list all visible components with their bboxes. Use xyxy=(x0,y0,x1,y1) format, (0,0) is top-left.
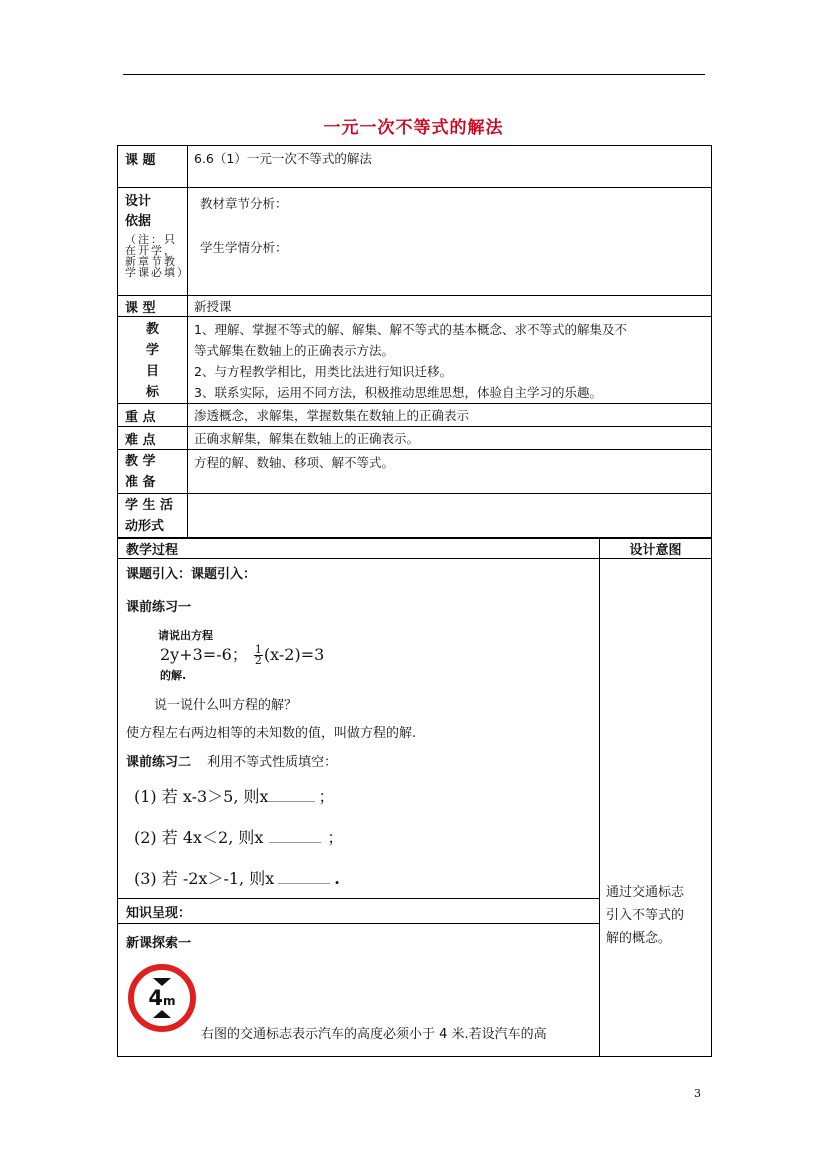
explore-heading: 新课探索一 xyxy=(126,936,192,951)
intent-line: 通过交通标志 xyxy=(606,885,685,900)
row-basis xyxy=(118,188,712,296)
equations xyxy=(160,642,324,666)
fraction-half xyxy=(254,645,263,666)
prep-value: 方程的解、数轴、移项、解不等式。 xyxy=(188,450,712,494)
row-activity xyxy=(118,494,712,539)
intro-heading: 课题引入：课题引入： xyxy=(126,567,257,582)
eq2: (x-2)=3 xyxy=(263,645,325,664)
activity-label-1: 学 生 活 xyxy=(125,498,174,513)
lesson-info-table xyxy=(117,145,712,539)
topic-value: 6.6（1）一元一次不等式的解法 xyxy=(188,146,712,188)
header-rule xyxy=(123,74,705,75)
type-label: 课 型 xyxy=(118,296,188,317)
prep-label-1: 教 学 xyxy=(125,454,156,469)
intent-text xyxy=(606,881,711,950)
equation-image xyxy=(158,627,599,687)
frac-den: 2 xyxy=(254,654,262,667)
difficult-value: 正确求解集，解集在数轴上的正确表示。 xyxy=(188,427,712,450)
question-text: 说一说什么叫方程的解？ xyxy=(154,698,298,713)
row-key xyxy=(118,404,712,427)
practice2-heading: 课前练习二 xyxy=(126,755,192,770)
activity-value xyxy=(188,494,712,539)
intent-line: 引入不等式的 xyxy=(606,908,685,923)
basis-label-2: 依据 xyxy=(125,214,152,229)
row-topic xyxy=(118,146,712,188)
traffic-sign-icon xyxy=(128,964,196,1032)
process-header-right: 设计意图 xyxy=(600,538,712,559)
fill-item-2: (2) 若 4x＜2, 则x ； xyxy=(134,828,344,847)
intent-line: 解的概念。 xyxy=(606,931,672,946)
row-difficult xyxy=(118,427,712,450)
goals-label-1: 教 xyxy=(145,322,159,337)
practice1-heading: 课前练习一 xyxy=(126,600,192,615)
answer-blank xyxy=(269,801,315,802)
knowledge-heading: 知识呈现： xyxy=(118,899,600,924)
eq1: 2y+3=-6； xyxy=(160,645,248,664)
answer-text: 使方程左右两边相等的未知数的值，叫做方程的解. xyxy=(126,726,417,741)
fill-item-1: (1) 若 x-3＞5, 则x ； xyxy=(134,787,335,806)
explore-text: 右图的交通标志表示汽车的高度必须小于 4 米.若设汽车的高 xyxy=(201,1027,547,1042)
goal-line: 等式解集在数轴上的正确表示方法。 xyxy=(194,343,395,358)
page-title: 一元一次不等式的解法 xyxy=(323,118,504,138)
basis-text-1: 教材章节分析： xyxy=(200,196,288,211)
process-header-left: 教学过程 xyxy=(118,538,600,559)
answer-blank xyxy=(269,842,321,843)
goal-line: 1、理解、掌握不等式的解、解集、解不等式的基本概念、求不等式的解集及不 xyxy=(194,322,627,337)
row-goals xyxy=(118,317,712,404)
frac-num: 1 xyxy=(254,643,262,656)
key-value: 渗透概念，求解集，掌握数集在数轴上的正确表示 xyxy=(188,404,712,427)
row-prep xyxy=(118,450,712,494)
row-type xyxy=(118,296,712,317)
answer-blank xyxy=(278,883,330,884)
goal-line: 3、联系实际，运用不同方法，积极推动思维思想，体验自主学习的乐趣。 xyxy=(194,385,602,400)
type-value: 新授课 xyxy=(188,296,712,317)
prep-label-2: 准 备 xyxy=(125,475,156,490)
fill-item-3: (3) 若 -2x＞-1, 则x . xyxy=(134,869,340,888)
process-header xyxy=(118,538,712,559)
topic-label: 课 题 xyxy=(118,146,188,188)
activity-label-2: 动形式 xyxy=(125,519,165,534)
key-label: 重 点 xyxy=(118,404,188,427)
goals-label-2: 学 xyxy=(145,343,159,358)
basis-label-1: 设计 xyxy=(125,194,152,209)
practice2-line xyxy=(126,751,599,770)
eq-caption-bottom: 的解. xyxy=(160,669,187,682)
practice2-text: 利用不等式性质填空： xyxy=(207,755,338,770)
page-number: 3 xyxy=(694,1087,701,1100)
goals-label-3: 目 xyxy=(145,364,159,379)
eq-caption-top: 请说出方程 xyxy=(158,629,213,642)
difficult-label: 难 点 xyxy=(118,427,188,450)
sign-label: 4m xyxy=(148,986,176,1010)
process-table xyxy=(117,537,712,1057)
goals-label-4: 标 xyxy=(145,385,159,400)
basis-note: （注：只在开学，新章节教学课必填） xyxy=(125,233,190,279)
goal-line: 2、与方程教学相比，用类比法进行知识迁移。 xyxy=(194,364,452,379)
basis-text-2: 学生学情分析： xyxy=(200,240,288,255)
